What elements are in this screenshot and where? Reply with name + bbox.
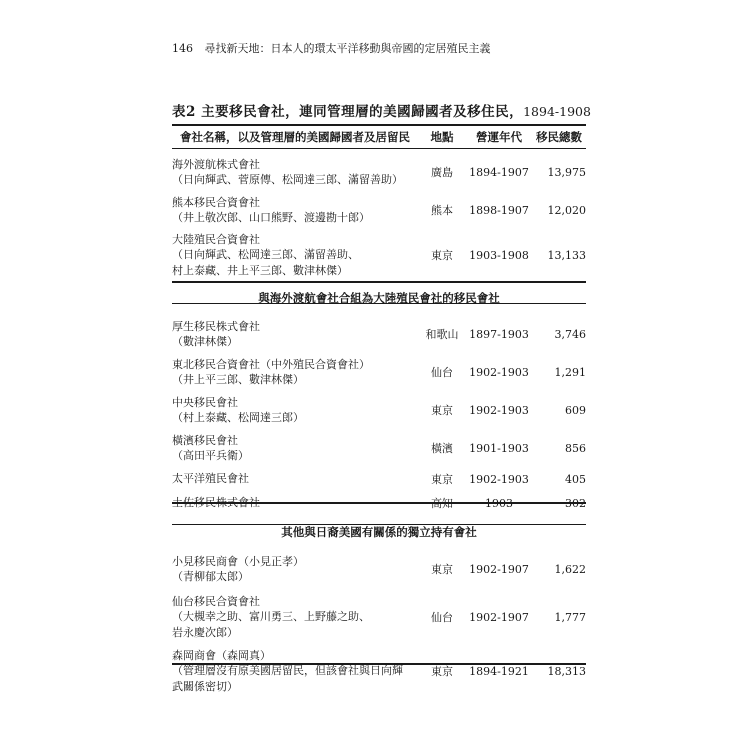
company-people: （井上平三郎、數津林傑） [172, 373, 304, 386]
company-total: 302 [565, 496, 586, 510]
company-name: 熊本移民合資會社 [172, 195, 260, 209]
page-number: 146 [172, 42, 193, 55]
header-company: 會社名稱，以及管理層的美國歸國者及居留民 [180, 130, 410, 144]
company-name: 太平洋殖民會社 [172, 472, 249, 486]
running-head [172, 40, 491, 56]
section-heading: 其他與日裔美國有關係的獨立持有會社 [281, 525, 477, 539]
company-people: （井上敬次郎、山口熊野、渡邊勘十郎） [172, 211, 370, 224]
company-people: （村上泰藏、松岡達三郎） [172, 411, 304, 424]
company-people: （青柳郁太郎） [172, 570, 249, 583]
company-years: 1894-1907 [469, 165, 529, 179]
table-row [172, 153, 586, 191]
migration-companies-table [172, 125, 586, 697]
company-place: 仙台 [431, 366, 453, 379]
company-years: 1894-1921 [469, 664, 529, 678]
company-place: 和歌山 [425, 328, 459, 341]
company-total: 856 [565, 441, 586, 455]
company-total: 405 [565, 472, 586, 486]
company-years: 1898-1907 [469, 203, 529, 217]
book-title: 尋找新天地：日本人的環太平洋移動與帝國的定居殖民主義 [204, 42, 491, 55]
company-years: 1902-1903 [469, 365, 529, 379]
company-years: 1902-1903 [469, 472, 529, 486]
table-row [172, 429, 586, 467]
company-years: 1903-1908 [469, 248, 529, 262]
company-years: 1903 [485, 496, 513, 510]
company-name: 厚生移民株式會社 [172, 319, 260, 333]
company-years: 1901-1903 [469, 441, 529, 455]
company-place: 高知 [431, 497, 453, 510]
company-people: （大槻幸之助、富川勇三、上野藤之助、 [172, 610, 370, 624]
company-place: 仙台 [431, 611, 453, 624]
company-total: 1,291 [554, 365, 586, 379]
company-place: 熊本 [431, 204, 453, 217]
company-total: 1,777 [554, 610, 586, 624]
company-total: 13,133 [547, 248, 586, 262]
company-name: 森岡商會（森岡真） [172, 648, 271, 662]
header-years: 營運年代 [476, 130, 522, 144]
company-place: 東京 [431, 404, 453, 417]
table-header-row [172, 125, 586, 149]
company-total: 12,020 [547, 203, 586, 217]
table-row [172, 549, 586, 589]
company-people: 岩永慶次郎） [172, 625, 238, 639]
table-row [172, 315, 586, 353]
company-name: 東北移民合資會社（中外殖民合資會社） [172, 357, 370, 371]
company-place: 東京 [431, 473, 453, 486]
header-total: 移民總數 [536, 130, 582, 144]
company-place: 廣島 [431, 166, 453, 179]
table-row [172, 491, 586, 515]
table-label: 表2 [172, 104, 196, 120]
company-name: 海外渡航株式會社 [172, 157, 260, 171]
table-row [172, 353, 586, 391]
table-row [172, 229, 586, 281]
section-heading-row [172, 519, 586, 545]
company-name: 橫濱移民會社 [172, 433, 238, 447]
company-place: 東京 [431, 249, 453, 262]
table-caption [172, 100, 591, 120]
company-years: 1902-1907 [469, 562, 529, 576]
company-name: 仙台移民合資會社 [172, 594, 260, 608]
company-total: 1,622 [554, 562, 586, 576]
table-row [172, 391, 586, 429]
company-place: 東京 [431, 665, 453, 678]
company-name: 大陸殖民合資會社 [172, 232, 260, 246]
company-place: 橫濱 [431, 442, 453, 455]
table-row [172, 467, 586, 491]
table-caption-years: 1894-1908 [523, 104, 591, 119]
table-row [172, 645, 586, 697]
company-total: 18,313 [547, 664, 586, 678]
company-total: 13,975 [547, 165, 586, 179]
company-name: 中央移民會社 [172, 395, 238, 409]
company-place: 東京 [431, 563, 453, 576]
company-people: （日向輝武、松岡達三郎、滿留善助、 [172, 248, 359, 262]
section-heading: 與海外渡航會社合組為大陸殖民會社的移民會社 [258, 291, 500, 305]
company-years: 1902-1903 [469, 403, 529, 417]
table-row [172, 589, 586, 645]
company-people: （數津林傑） [172, 335, 238, 348]
company-people: （高田平兵衛） [172, 449, 249, 462]
company-total: 609 [565, 403, 586, 417]
section-heading-row [172, 285, 586, 311]
company-name: 小見移民商會（小見正孝） [172, 554, 304, 568]
company-people: （日向輝武、菅原傳、松岡達三郎、滿留善助） [172, 173, 403, 186]
company-people: （管理層沒有原美國居留民，但該會社與日向輝 [172, 664, 403, 678]
header-place: 地點 [430, 130, 454, 144]
table-caption-text: 主要移民會社，連同管理層的美國歸國者及移住民， [201, 104, 524, 120]
company-name: 土佐移民株式會社 [172, 496, 260, 510]
company-years: 1902-1907 [469, 610, 529, 624]
company-total: 3,746 [554, 327, 586, 341]
company-people: 武關係密切） [172, 679, 238, 693]
company-years: 1897-1903 [469, 327, 529, 341]
company-people: 村上泰藏、井上平三郎、數津林傑） [172, 263, 348, 277]
table-row [172, 191, 586, 229]
